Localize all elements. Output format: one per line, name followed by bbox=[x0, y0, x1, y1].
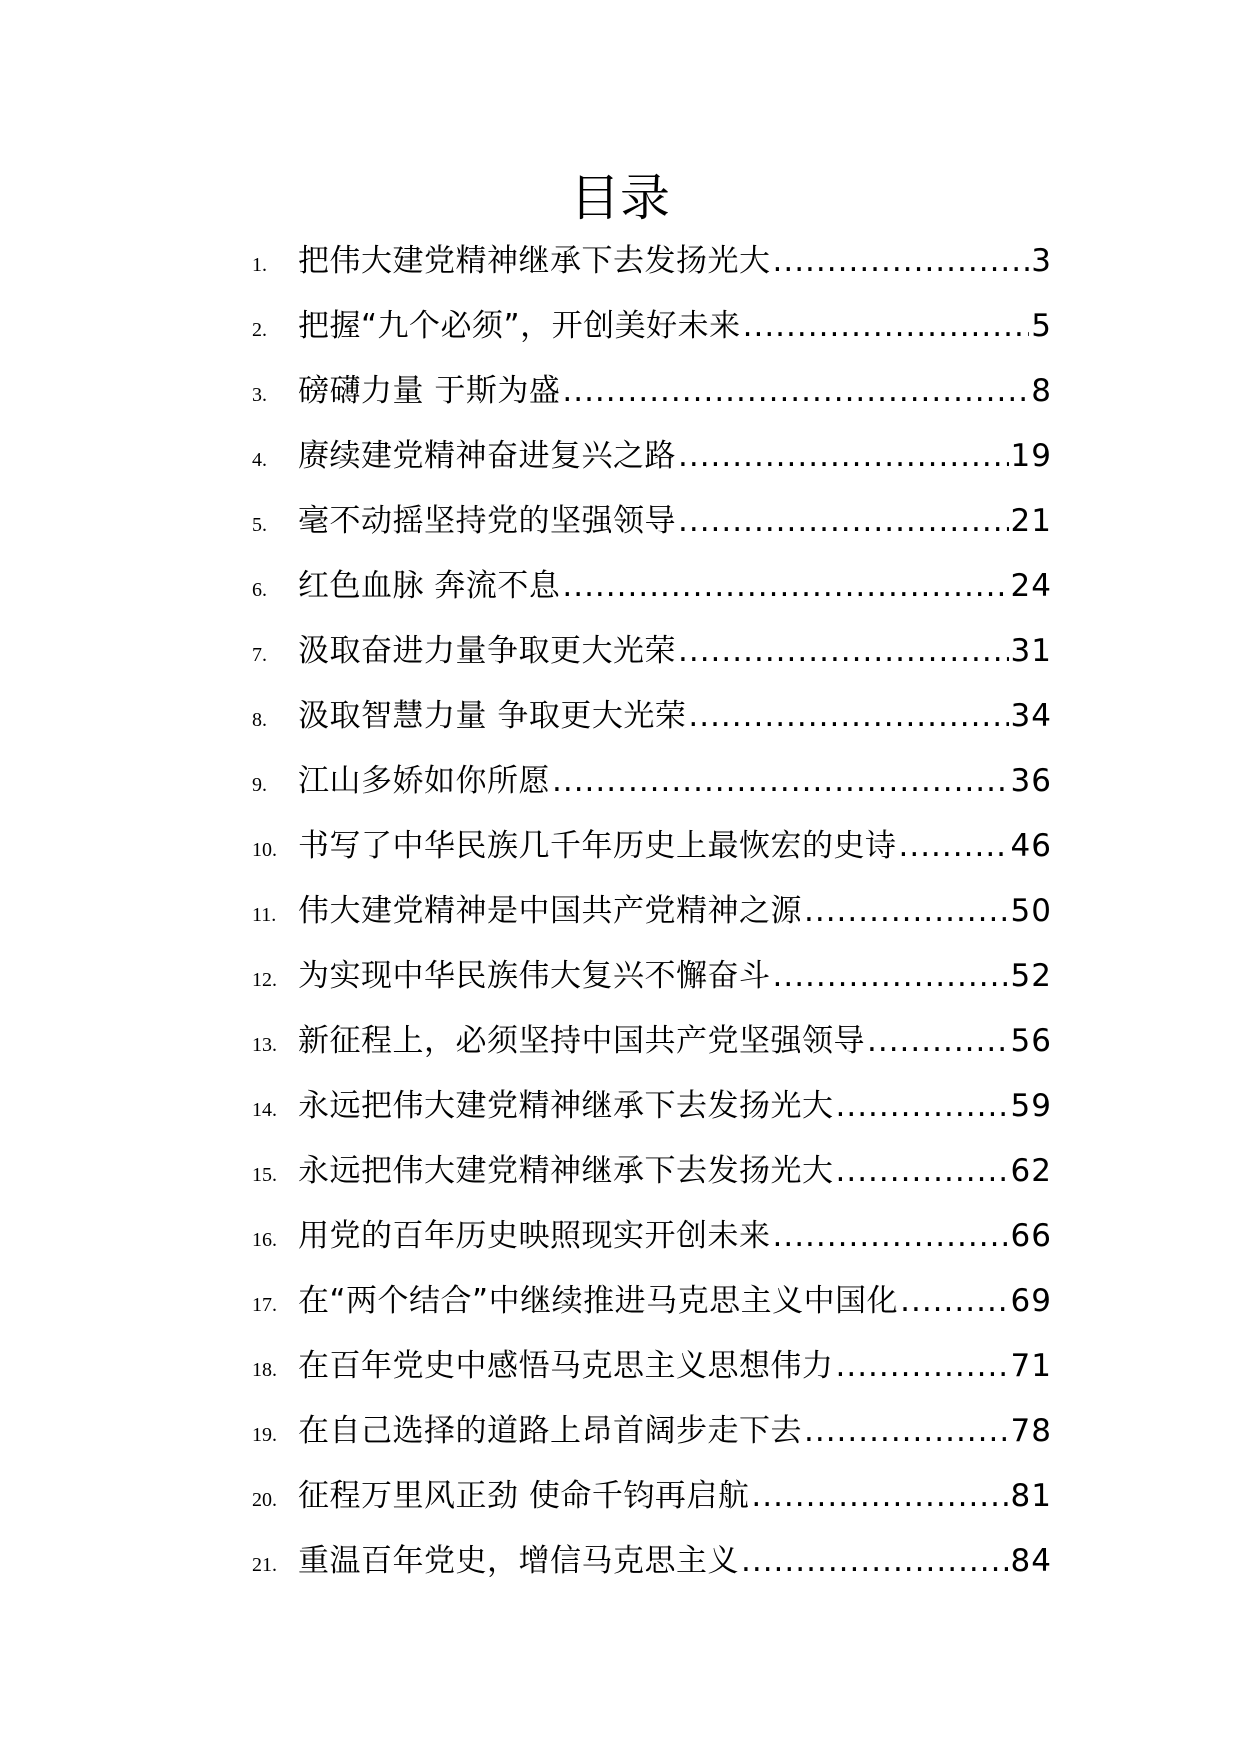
toc-entry-title[interactable]: 新征程上，必须坚持中国共产党坚强领导 bbox=[298, 1023, 865, 1059]
toc-dot-leader bbox=[688, 692, 1008, 740]
toc-entry-page[interactable]: 21 bbox=[1010, 503, 1052, 539]
toc-entry-number: 13. bbox=[252, 1034, 277, 1056]
toc-dot-leader bbox=[562, 367, 1029, 415]
toc-entry-number: 12. bbox=[252, 969, 277, 991]
toc-entry[interactable] bbox=[252, 887, 1052, 952]
toc-entry-page[interactable]: 36 bbox=[1010, 763, 1052, 799]
toc-entry[interactable] bbox=[252, 627, 1052, 692]
toc-entry-page[interactable]: 46 bbox=[1010, 828, 1052, 864]
toc-entry-title[interactable]: 征程万里风正劲 使命千钧再启航 bbox=[298, 1478, 750, 1514]
toc-entry[interactable] bbox=[252, 952, 1052, 1017]
toc-entry-number: 14. bbox=[252, 1099, 277, 1121]
toc-entry-number: 20. bbox=[252, 1489, 277, 1511]
toc-entry-number: 2. bbox=[252, 319, 267, 341]
toc-dot-leader bbox=[804, 887, 1009, 935]
toc-entry-number: 3. bbox=[252, 384, 267, 406]
toc-entry-title[interactable]: 重温百年党史，增信马克思主义 bbox=[298, 1543, 739, 1579]
toc-dot-leader bbox=[741, 1537, 1009, 1585]
toc-entry[interactable] bbox=[252, 1212, 1052, 1277]
toc-entry-title[interactable]: 书写了中华民族几千年历史上最恢宏的史诗 bbox=[298, 828, 897, 864]
toc-entry-page[interactable]: 34 bbox=[1010, 698, 1052, 734]
toc-entry-title[interactable]: 为实现中华民族伟大复兴不懈奋斗 bbox=[298, 958, 771, 994]
toc-dot-leader bbox=[743, 302, 1030, 350]
toc-entry[interactable] bbox=[252, 1342, 1052, 1407]
toc-dot-leader bbox=[678, 627, 1009, 675]
toc-entry[interactable] bbox=[252, 432, 1052, 497]
toc-entry-page[interactable]: 19 bbox=[1010, 438, 1052, 474]
toc-entry-number: 18. bbox=[252, 1359, 277, 1381]
toc-entry-title[interactable]: 永远把伟大建党精神继承下去发扬光大 bbox=[298, 1153, 834, 1189]
toc-entry-title[interactable]: 汲取智慧力量 争取更大光荣 bbox=[298, 698, 687, 734]
toc-dot-leader bbox=[899, 822, 1009, 870]
toc-entry-number: 7. bbox=[252, 644, 267, 666]
toc-entry-title[interactable]: 永远把伟大建党精神继承下去发扬光大 bbox=[298, 1088, 834, 1124]
toc-entry-page[interactable]: 69 bbox=[1010, 1283, 1052, 1319]
toc-dot-leader bbox=[836, 1342, 1009, 1390]
toc-entry[interactable] bbox=[252, 497, 1052, 562]
toc-entry[interactable] bbox=[252, 692, 1052, 757]
toc-dot-leader bbox=[773, 237, 1030, 285]
toc-entry[interactable] bbox=[252, 1017, 1052, 1082]
toc-entry-page[interactable]: 62 bbox=[1010, 1153, 1052, 1189]
toc-entry[interactable] bbox=[252, 1407, 1052, 1472]
toc-entry-title[interactable]: 毫不动摇坚持党的坚强领导 bbox=[298, 503, 676, 539]
toc-entry-number: 17. bbox=[252, 1294, 277, 1316]
toc-entry-title[interactable]: 在自己选择的道路上昂首阔步走下去 bbox=[298, 1413, 802, 1449]
toc-entry-title[interactable]: 红色血脉 奔流不息 bbox=[298, 568, 561, 604]
toc-entry-title[interactable]: 伟大建党精神是中国共产党精神之源 bbox=[298, 893, 802, 929]
toc-entry-page[interactable]: 52 bbox=[1010, 958, 1052, 994]
toc-entry-page[interactable]: 71 bbox=[1010, 1348, 1052, 1384]
toc-entry[interactable] bbox=[252, 1472, 1052, 1537]
toc-entry-page[interactable]: 84 bbox=[1010, 1543, 1052, 1579]
toc-entry[interactable] bbox=[252, 757, 1052, 822]
toc-entry-page[interactable]: 81 bbox=[1010, 1478, 1052, 1514]
toc-entry-title[interactable]: 磅礴力量 于斯为盛 bbox=[298, 373, 561, 409]
toc-entry-page[interactable]: 78 bbox=[1010, 1413, 1052, 1449]
toc-entry-page[interactable]: 8 bbox=[1031, 373, 1052, 409]
toc-entry-number: 5. bbox=[252, 514, 267, 536]
toc-entry-page[interactable]: 3 bbox=[1031, 243, 1052, 279]
toc-dot-leader bbox=[562, 562, 1008, 610]
toc-entry-page[interactable]: 66 bbox=[1010, 1218, 1052, 1254]
toc-entry-page[interactable]: 59 bbox=[1010, 1088, 1052, 1124]
toc-entry-title[interactable]: 在“两个结合”中继续推进马克思主义中国化 bbox=[298, 1283, 899, 1319]
page-title: 目录 bbox=[570, 169, 670, 227]
toc-entry[interactable] bbox=[252, 1537, 1052, 1602]
toc-entry-page[interactable]: 5 bbox=[1031, 308, 1052, 344]
toc-entry-page[interactable]: 24 bbox=[1010, 568, 1052, 604]
toc-entry-number: 10. bbox=[252, 839, 277, 861]
table-of-contents bbox=[252, 237, 1052, 1602]
toc-entry-title[interactable]: 汲取奋进力量争取更大光荣 bbox=[298, 633, 676, 669]
toc-entry-number: 16. bbox=[252, 1229, 277, 1251]
toc-dot-leader bbox=[773, 952, 1009, 1000]
toc-entry[interactable] bbox=[252, 367, 1052, 432]
toc-entry[interactable] bbox=[252, 237, 1052, 302]
toc-dot-leader bbox=[751, 1472, 1008, 1520]
toc-entry-number: 8. bbox=[252, 709, 267, 731]
toc-entry[interactable] bbox=[252, 1147, 1052, 1212]
toc-dot-leader bbox=[836, 1147, 1009, 1195]
toc-entry-title[interactable]: 把握“九个必须”，开创美好未来 bbox=[298, 308, 741, 344]
toc-dot-leader bbox=[836, 1082, 1009, 1130]
toc-dot-leader bbox=[678, 497, 1009, 545]
toc-entry-title[interactable]: 把伟大建党精神继承下去发扬光大 bbox=[298, 243, 771, 279]
toc-entry[interactable] bbox=[252, 1082, 1052, 1147]
toc-entry-number: 11. bbox=[252, 904, 277, 926]
toc-dot-leader bbox=[678, 432, 1009, 480]
toc-dot-leader bbox=[867, 1017, 1009, 1065]
toc-entry-page[interactable]: 56 bbox=[1010, 1023, 1052, 1059]
toc-entry-title[interactable]: 赓续建党精神奋进复兴之路 bbox=[298, 438, 676, 474]
toc-entry-title[interactable]: 在百年党史中感悟马克思主义思想伟力 bbox=[298, 1348, 834, 1384]
toc-entry[interactable] bbox=[252, 302, 1052, 367]
toc-entry-number: 6. bbox=[252, 579, 267, 601]
toc-entry-page[interactable]: 31 bbox=[1010, 633, 1052, 669]
toc-entry-title[interactable]: 江山多娇如你所愿 bbox=[298, 763, 550, 799]
toc-entry-number: 9. bbox=[252, 774, 267, 796]
toc-entry-number: 19. bbox=[252, 1424, 277, 1446]
toc-entry[interactable] bbox=[252, 822, 1052, 887]
toc-entry-number: 1. bbox=[252, 254, 267, 276]
toc-entry-number: 21. bbox=[252, 1554, 277, 1576]
toc-entry[interactable] bbox=[252, 562, 1052, 627]
toc-dot-leader bbox=[804, 1407, 1009, 1455]
toc-entry-page[interactable]: 50 bbox=[1010, 893, 1052, 929]
toc-dot-leader bbox=[773, 1212, 1009, 1260]
toc-dot-leader bbox=[552, 757, 1009, 805]
toc-entry-number: 4. bbox=[252, 449, 267, 471]
toc-entry-title[interactable]: 用党的百年历史映照现实开创未来 bbox=[298, 1218, 771, 1254]
toc-dot-leader bbox=[900, 1277, 1008, 1325]
toc-entry-number: 15. bbox=[252, 1164, 277, 1186]
toc-entry[interactable] bbox=[252, 1277, 1052, 1342]
